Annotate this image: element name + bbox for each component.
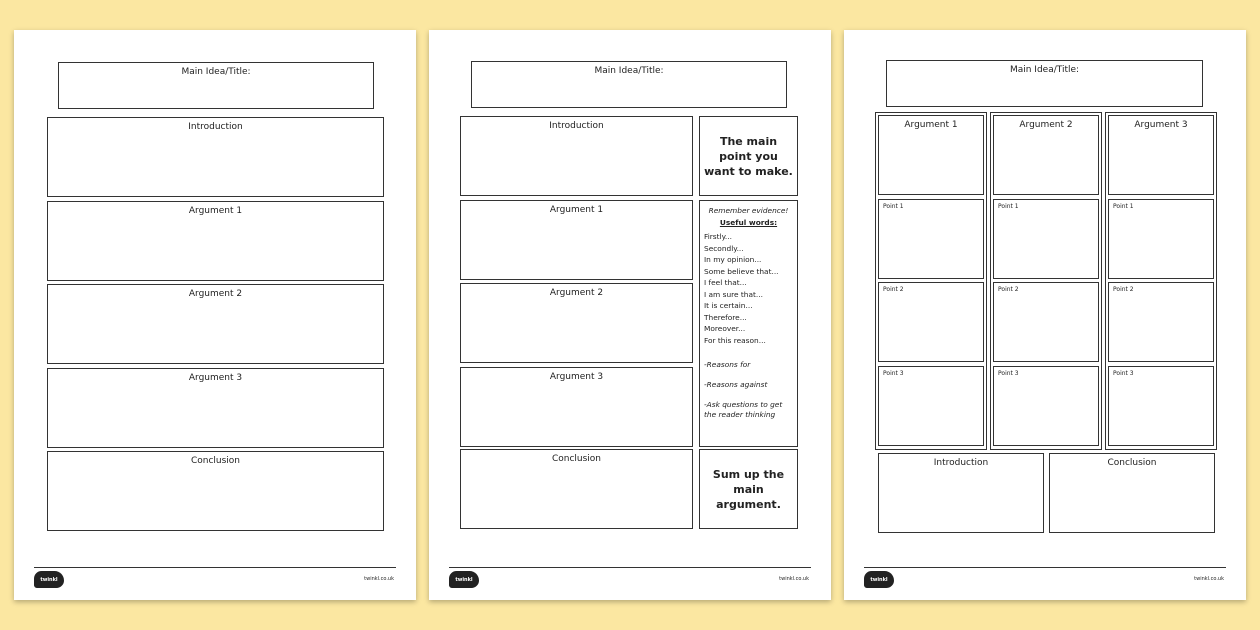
point-2-box[interactable]: Point 2 [1108,282,1214,362]
argument-3-box[interactable]: Argument 3 [47,368,384,448]
footer-site-text: twinkl.co.uk [779,576,809,582]
main-idea-title-box[interactable]: Main Idea/Title: [886,60,1203,107]
conclusion-box[interactable]: Conclusion [460,449,693,529]
main-point-tip-box: The main point you want to make. [699,116,798,196]
sum-up-tip-box: Sum up the main argument. [699,449,798,529]
argument-2-box[interactable]: Argument 2 [993,115,1099,195]
conclusion-box[interactable]: Conclusion [47,451,384,531]
worksheet-page-3 [844,30,1246,600]
footer-divider [864,567,1226,568]
point-1-box[interactable]: Point 1 [993,199,1099,279]
tip-ask-questions: -Ask questions to get the reader thinking [704,400,783,419]
introduction-box[interactable]: Introduction [878,453,1044,533]
point-2-box[interactable]: Point 2 [993,282,1099,362]
useful-word: I feel that... [704,278,747,287]
useful-word: I am sure that... [704,289,763,299]
point-2-box[interactable]: Point 2 [878,282,984,362]
footer-site-text: twinkl.co.uk [1194,576,1224,582]
worksheet-page-2 [429,30,831,600]
worksheet-page-1 [14,30,416,600]
footer-divider [449,567,811,568]
footer-divider [34,567,396,568]
argument-3-box[interactable]: Argument 3 [460,367,693,447]
useful-word: Moreover... [704,324,746,333]
useful-words-box [699,200,798,447]
argument-2-box[interactable]: Argument 2 [47,284,384,364]
useful-word: Some believe that... [704,266,779,276]
point-3-box[interactable]: Point 3 [878,366,984,446]
twinkl-logo: twinkl [449,571,479,588]
remember-evidence-text: Remember evidence! [708,206,789,215]
tip-reasons-against: -Reasons against [704,380,768,389]
main-idea-title-box[interactable]: Main Idea/Title: [58,62,374,109]
useful-word: Therefore... [704,312,747,322]
introduction-box[interactable]: Introduction [460,116,693,196]
useful-word: For this reason... [704,335,766,345]
main-idea-title-box[interactable]: Main Idea/Title: [471,61,787,108]
argument-2-box[interactable]: Argument 2 [460,283,693,363]
twinkl-logo: twinkl [34,571,64,588]
twinkl-logo: twinkl [864,571,894,588]
argument-1-box[interactable]: Argument 1 [47,201,384,281]
useful-word: Firstly... [704,232,732,241]
conclusion-box[interactable]: Conclusion [1049,453,1215,533]
introduction-box[interactable]: Introduction [47,117,384,197]
point-1-box[interactable]: Point 1 [878,199,984,279]
argument-1-box[interactable]: Argument 1 [460,200,693,280]
argument-1-box[interactable]: Argument 1 [878,115,984,195]
tip-reasons-for: -Reasons for [704,360,751,369]
useful-words-header: Useful words: [719,217,778,227]
footer-site-text: twinkl.co.uk [364,576,394,582]
argument-3-box[interactable]: Argument 3 [1108,115,1214,195]
useful-word: It is certain... [704,301,753,310]
point-3-box[interactable]: Point 3 [1108,366,1214,446]
point-1-box[interactable]: Point 1 [1108,199,1214,279]
point-3-box[interactable]: Point 3 [993,366,1099,446]
useful-word: In my opinion... [704,255,762,264]
useful-word: Secondly... [704,243,744,253]
